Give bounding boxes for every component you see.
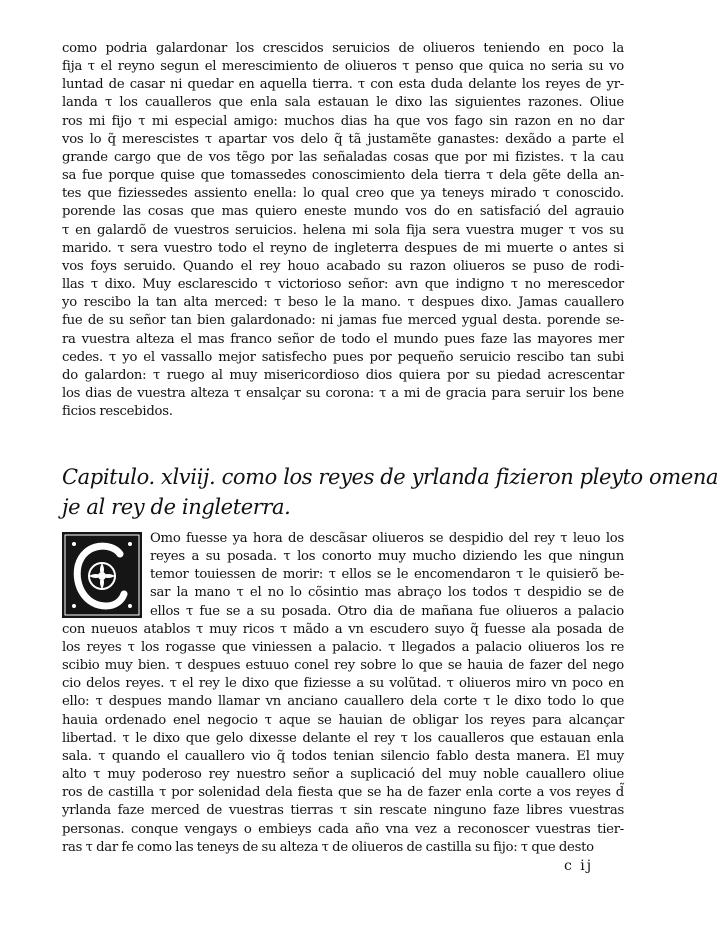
- text-line: con nueuos atablos τ muy ricos τ mãdo a vn escudero suyo q̃ fuesse ala posada de: [62, 621, 624, 637]
- text-line: ficios rescebidos.: [62, 404, 173, 420]
- text-line: vos lo q̃ merescistes τ apartar vos delo q̃ tã justamẽte ganastes: dexãdo a parte el: [62, 131, 624, 147]
- text-line: como podria galardonar los crescidos seruicios de oliueros teniendo en poco la: [62, 41, 624, 56]
- text-line: alto τ muy poderoso rey nuestro señor a suplicació del muy noble cauallero oliue: [62, 767, 624, 783]
- text-line: ras τ dar fe como las teneys de su alteza τ de oliueros de castilla su fijo: τ que desto: [62, 839, 594, 855]
- folio-signature: c ij: [564, 858, 594, 874]
- text-line: temor touiessen de morir: τ ellos se le encomendaron τ le quisierõ be-: [150, 567, 624, 583]
- text-line: sa fue porque quise que tomassedes conoscimiento dela tierra τ dela gẽte della an-: [62, 168, 624, 184]
- text-line: τ en galardõ de vuestros seruicios. helena mi sola fija sera vuestra muger τ vos su: [62, 222, 624, 238]
- text-line: landa τ los caualleros que enla sala estauan le dixo las siguientes razones. Oliue: [62, 95, 624, 111]
- heading-line: Capitulo. xlviij. como los reyes de yrlanda fizieron pleyto omena: [62, 465, 718, 489]
- text-line: ros mi fijo τ mi especial amigo: muchos dias ha que vos fago sin razon en no dar: [62, 113, 624, 129]
- text-line: sala. τ quando el cauallero vio q̃ todos tenian silencio fablo desta manera. El muy: [62, 748, 624, 764]
- text-line: vos foys seruido. Quando el rey houo acabado su razon oliueros se puso de rodi-: [62, 258, 624, 274]
- text-line: ros de castilla τ por solenidad dela fiesta que se ha de fazer enla corte a vos reyes d̃: [62, 785, 624, 801]
- text-line: porende las cosas que mas quiero eneste mundo vos do en satisfació del agrauio: [62, 204, 624, 220]
- text-line: reyes a su posada. τ los conorto muy mucho diziendo les que ningun: [150, 549, 624, 565]
- text-line: sar la mano τ el no lo cõsintio mas abraço los todos τ despidio se de: [150, 585, 624, 601]
- text-line: scibio muy bien. τ despues estuuo conel rey sobre lo que se hauia de fazer del nego: [62, 658, 624, 674]
- text-line: ra vuestra alteza el mas franco señor de todo el mundo pues faze las mayores mer: [62, 331, 624, 347]
- text-line: yrlanda faze merced de vuestras tierras τ sin rescate ninguno faze libres vuestras: [62, 803, 624, 819]
- text-line: tes que fiziessedes assiento enella: lo qual creo que ya teneys mirado τ conoscido.: [62, 186, 624, 202]
- heading-line: je al rey de ingleterra.: [62, 495, 291, 519]
- text-line: cedes. τ yo el vassallo mejor satisfecho pues por pequeño seruicio rescibo tan subi: [62, 349, 624, 365]
- text-line: libertad. τ le dixo que gelo dixesse delante el rey τ los caualleros que estauan enla: [62, 730, 624, 746]
- paragraph-1: [62, 40, 624, 421]
- paragraph-2: [62, 530, 624, 857]
- text-line: grande cargo que de vos tẽgo por las señaladas cosas que por mi fizistes. τ la cau: [62, 149, 624, 165]
- text-line: ello: τ despues mando llamar vn anciano cauallero dela corte τ le dixo todo lo que: [62, 694, 624, 710]
- text-line: hauia ordenado enel negocio τ aque se hauian de obligar los reyes para alcançar: [62, 712, 624, 728]
- text-line: yo rescibo la tan alta merced: τ beso le la mano. τ despues dixo. Jamas cauallero: [62, 295, 624, 311]
- text-line: llas τ dixo. Muy esclarescido τ victorioso señor: avn que indigno τ no merescedor: [62, 277, 624, 293]
- text-line: do galardon: τ ruego al muy misericordioso dios quiera por su piedad acrescentar: [62, 367, 624, 383]
- text-line: fija τ el reyno segun el merescimiento de oliueros τ penso que quica no seria su vo: [62, 59, 624, 75]
- text-line: cio delos reyes. τ el rey le dixo que fiziesse a su volũtad. τ oliueros miro vn poco en: [62, 676, 624, 692]
- text-line: luntad de casar ni quedar en aquella tierra. τ con esta duda delante los reyes de yr-: [62, 77, 624, 93]
- text-line: personas. conque vengays o embieys cada año vna vez a reconoscer vuestras tier-: [62, 821, 624, 837]
- text-line: ellos τ fue se a su posada. Otro dia de mañana fue oliueros a palacio: [150, 603, 624, 619]
- text-line: Omo fuesse ya hora de descãsar oliueros se despidio del rey τ leuo los: [150, 531, 624, 546]
- text-line: fue de su señor tan bien galardonado: ni jamas fue merced ygual desta. porende se-: [62, 313, 624, 329]
- text-line: marido. τ sera vuestro todo el reyno de ingleterra despues de mi muerte o antes si: [62, 240, 624, 256]
- text-line: los reyes τ los rogasse que viniessen a palacio. τ llegados a palacio oliueros los re: [62, 639, 624, 655]
- text-line: los dias de vuestra alteza τ ensalçar su corona: τ a mi de gracia para seruir los bene: [62, 385, 624, 401]
- chapter-heading: [62, 462, 718, 522]
